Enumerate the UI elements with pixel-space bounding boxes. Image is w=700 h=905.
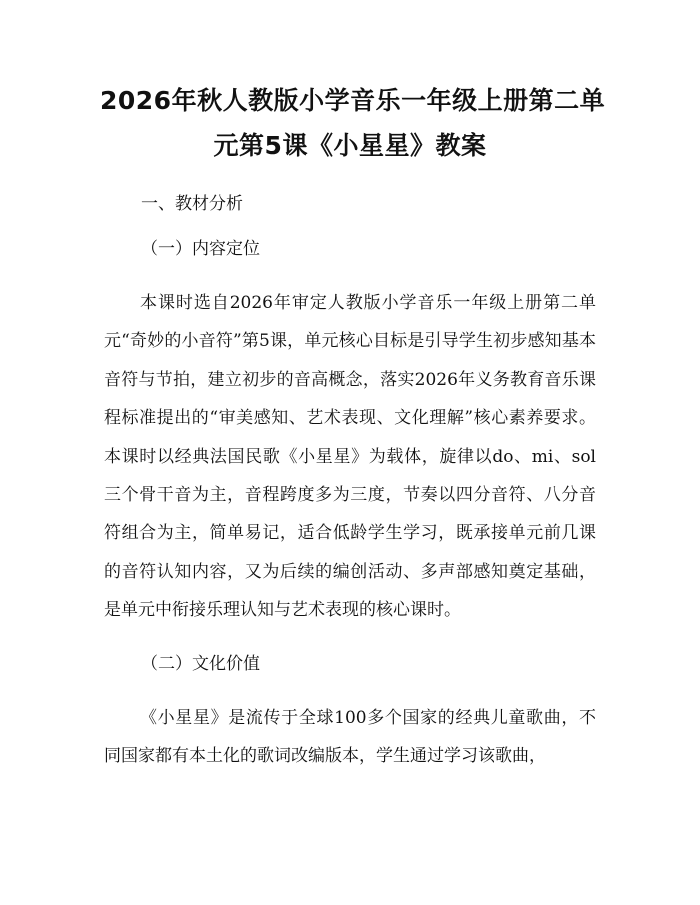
paragraph-cultural-value: 《小星星》是流传于全球100多个国家的经典儿童歌曲，不同国家都有本土化的歌词改编版本，学生通过学习该歌曲， (104, 708, 596, 767)
document-title-line-2: 元第5课《小星星》教案 (213, 131, 487, 160)
section-heading-textbook-analysis: 一、教材分析 (141, 194, 243, 214)
subsection-heading-content-positioning: （一）内容定位 (141, 239, 260, 259)
subsection-heading-cultural-value: （二）文化价值 (141, 654, 260, 674)
paragraph-content-positioning: 本课时选自2026年审定人教版小学音乐一年级上册第二单元“奇妙的小音符”第5课，单元核心目标是引导学生初步感知基本音符与节拍，建立初步的音高概念，落实2026年义务教育音乐课程标准提出的“审美感知、艺术表现、文化理解”核心素养要求。本课时以经典法国民歌《小星星》为载体，旋律以do、mi、sol三个骨干音为主，音程跨度多为三度，节奏以四分音符、八分音符组合为主，简单易记，适合低龄学生学习，既承接单元前几课的音符认知内容，又为后续的编创活动、多声部感知奠定基础，是单元中衔接乐理认知与艺术表现的核心课时。 (104, 293, 596, 621)
document-title-line-1: 2026年秋人教版小学音乐一年级上册第二单 (100, 86, 606, 115)
